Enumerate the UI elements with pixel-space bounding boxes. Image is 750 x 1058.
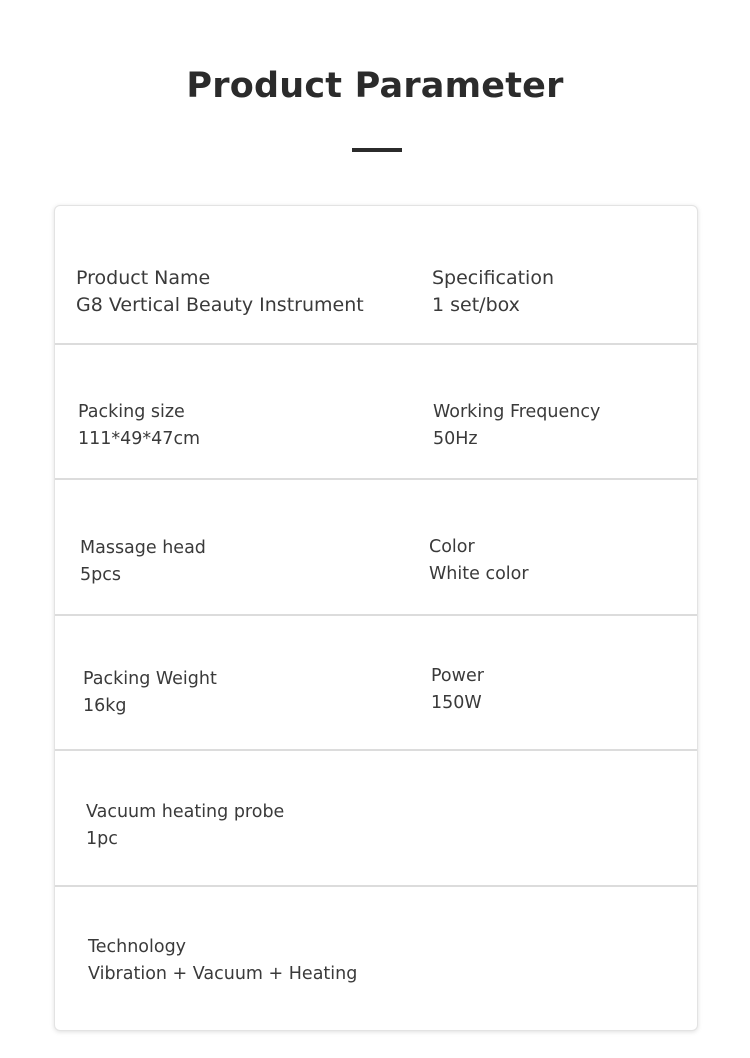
- parameter-row: [55, 751, 697, 887]
- parameter-value: 1 set/box: [432, 294, 520, 316]
- parameter-cell: [76, 265, 364, 319]
- parameter-cell: [431, 663, 484, 717]
- parameter-cell: [88, 934, 357, 988]
- page-title: Product Parameter: [186, 66, 564, 106]
- parameter-label: Packing size: [78, 402, 185, 422]
- parameter-cell: [83, 666, 217, 720]
- parameter-cell: [86, 799, 284, 853]
- parameter-label: Product Name: [76, 267, 211, 289]
- parameter-value: Vibration + Vacuum + Heating: [88, 964, 358, 984]
- parameter-value: 1pc: [86, 829, 118, 849]
- parameter-row: [55, 480, 697, 616]
- parameter-value: G8 Vertical Beauty Instrument: [76, 294, 364, 316]
- parameter-cell: [78, 399, 200, 453]
- parameter-value: 50Hz: [433, 429, 478, 449]
- parameter-cell: [80, 535, 206, 589]
- parameter-row: [55, 887, 697, 1030]
- parameter-value: 111*49*47cm: [78, 429, 201, 449]
- parameter-card: [54, 205, 698, 1031]
- title-underline: [352, 148, 402, 152]
- parameter-label: Color: [429, 537, 475, 557]
- parameter-label: Power: [431, 666, 484, 686]
- parameter-value: 150W: [431, 693, 482, 713]
- parameter-label: Massage head: [80, 538, 206, 558]
- parameter-cell: [432, 265, 554, 319]
- parameter-row: [55, 616, 697, 751]
- parameter-label: Packing Weight: [83, 669, 217, 689]
- parameter-value: White color: [429, 564, 529, 584]
- parameter-value: 16kg: [83, 696, 127, 716]
- parameter-label: Vacuum heating probe: [86, 802, 285, 822]
- parameter-row: [55, 206, 697, 345]
- parameter-row: [55, 345, 697, 480]
- parameter-cell: [429, 534, 529, 588]
- parameter-label: Specification: [432, 267, 554, 289]
- parameter-value: 5pcs: [80, 565, 121, 585]
- parameter-cell: [433, 399, 600, 453]
- parameter-label: Technology: [88, 937, 187, 957]
- parameter-label: Working Frequency: [433, 402, 601, 422]
